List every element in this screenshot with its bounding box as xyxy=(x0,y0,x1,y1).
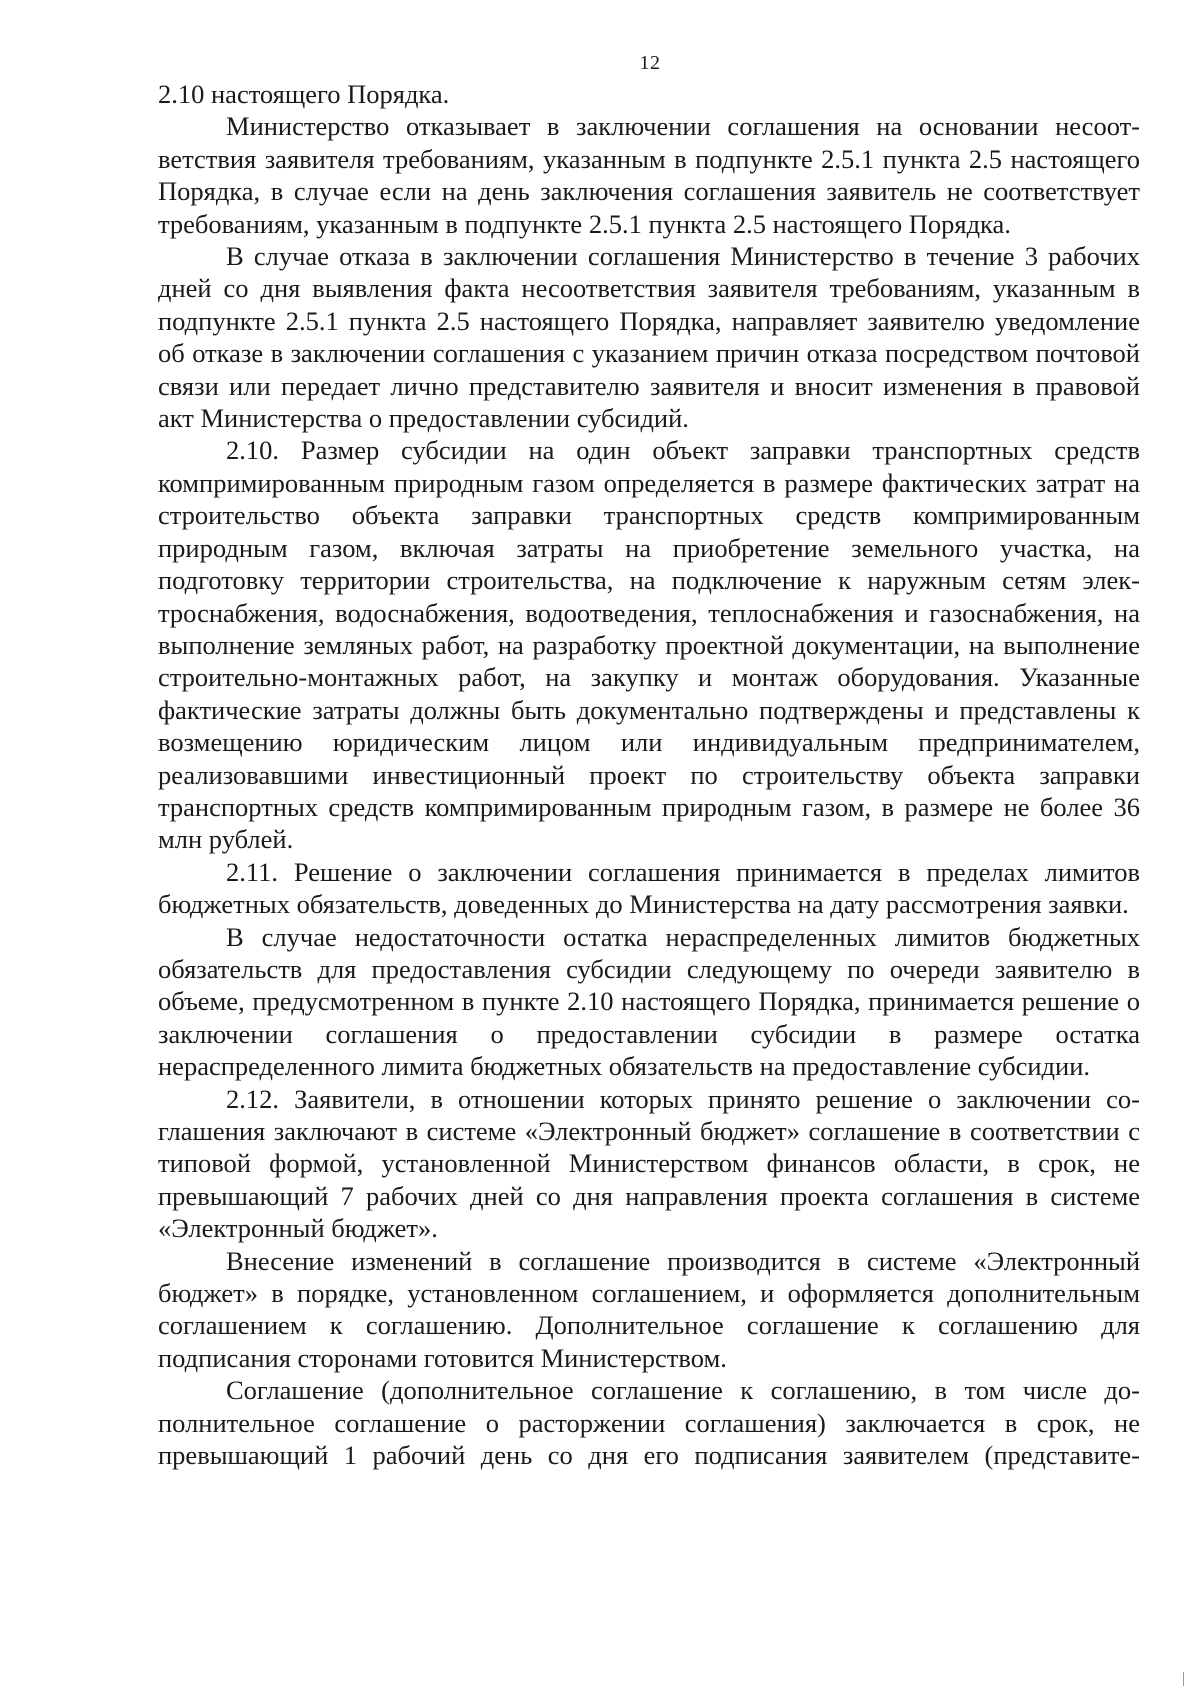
document-body xyxy=(158,78,1140,1471)
paragraph-2-10-subsidy-amount: 2.10. Размер субсидии на один объект заправки транспортных средств компримированным природным газом определяется в размере фактических затрат на строительство объекта заправки транспортных средств компримированным природным газом, включая затраты на приобретение земельного участка, на подготовку территории строительства, на подключение к наружным сетям электроснабжения, водоснабжения, водоотведения, теплоснабжения и газоснабжения, на выполнение земляных работ, на разработку проектной документации, на выполнение строительно-монтажных работ, на закупку и монтаж оборудования. Указанные фактические затраты должны быть документально подтверждены и представлены к возмещению юридическим лицом или индивидуальным предпринимателем, реализовавшими инвестиционный проект по строительству объекта заправки транспортных средств компримированным природным газом, в размере не более 36 млн рублей. xyxy=(158,435,1140,855)
paragraph-insufficient-limits: В случае недостаточности остатка нераспределенных лимитов бюджетных обязательств для предоставления субсидии следующему по очереди заявителю в объеме, предусмотренном в пункте 2.10 настоящего Порядка, принимается решение о заключении соглашения о предоставлении субсидии в размере остатка нераспределенного лимита бюджетных обязательств на предоставление субсидии. xyxy=(158,921,1140,1082)
paragraph-amendments: Внесение изменений в соглашение производится в системе «Электронный бюджет» в порядке, установленном соглашением, и оформляется дополнительным соглашением к соглашению. Дополнительное соглашение к соглашению для подписания сторонами готовится Министерством. xyxy=(158,1245,1140,1373)
page-number: 12 xyxy=(639,52,661,74)
scan-artifact-mark xyxy=(1183,1672,1184,1686)
paragraph-refusal-notice: В случае отказа в заключении соглашения Министерство в течение 3 рабочих дней со дня выявления факта несоответствия заявителя требованиям, указанным в подпункте 2.5.1 пункта 2.5 настоящего Порядка, направляет заявителю уведомление об отказе в заключении соглашения с указанием причин отказа посредством почтовой связи или передает лично представителю заявителя и вносит изменения в правовой акт Министерства о предоставлении субсидий. xyxy=(158,241,1140,434)
paragraph-2-11-decision-limits: 2.11. Решение о заключении соглашения принимается в пределах лимитов бюджетных обязательств, доведенных до Министерства на дату рассмотрения заявки. xyxy=(158,856,1140,920)
paragraph-continuation: 2.10 настоящего Порядка. xyxy=(158,79,450,109)
paragraph-refusal-reason: Министерство отказывает в заключении соглашения на основании несоответствия заявителя требованиям, указанным в подпункте 2.5.1 пункта 2.5 настоящего Порядка, в случае если на день заключения соглашения заявитель не соответствует требованиям, указанным в подпункте 2.5.1 пункта 2.5 настоящего Порядка. xyxy=(158,111,1140,239)
paragraph-2-12-electronic-budget: 2.12. Заявители, в отношении которых принято решение о заключении соглашения заключают в системе «Электронный бюджет» соглашение в соответствии с типовой формой, установленной Министерством финансов области, в срок, не превышающий 7 рабочих дней со дня направления проекта соглашения в системе «Электронный бюджет». xyxy=(158,1083,1140,1244)
paragraph-agreement-term: Соглашение (дополнительное соглашение к соглашению, в том числе дополнительное соглашение о расторжении соглашения) заключается в срок, не превышающий 1 рабочий день со дня его подписания заявителем (представите- xyxy=(158,1375,1140,1471)
